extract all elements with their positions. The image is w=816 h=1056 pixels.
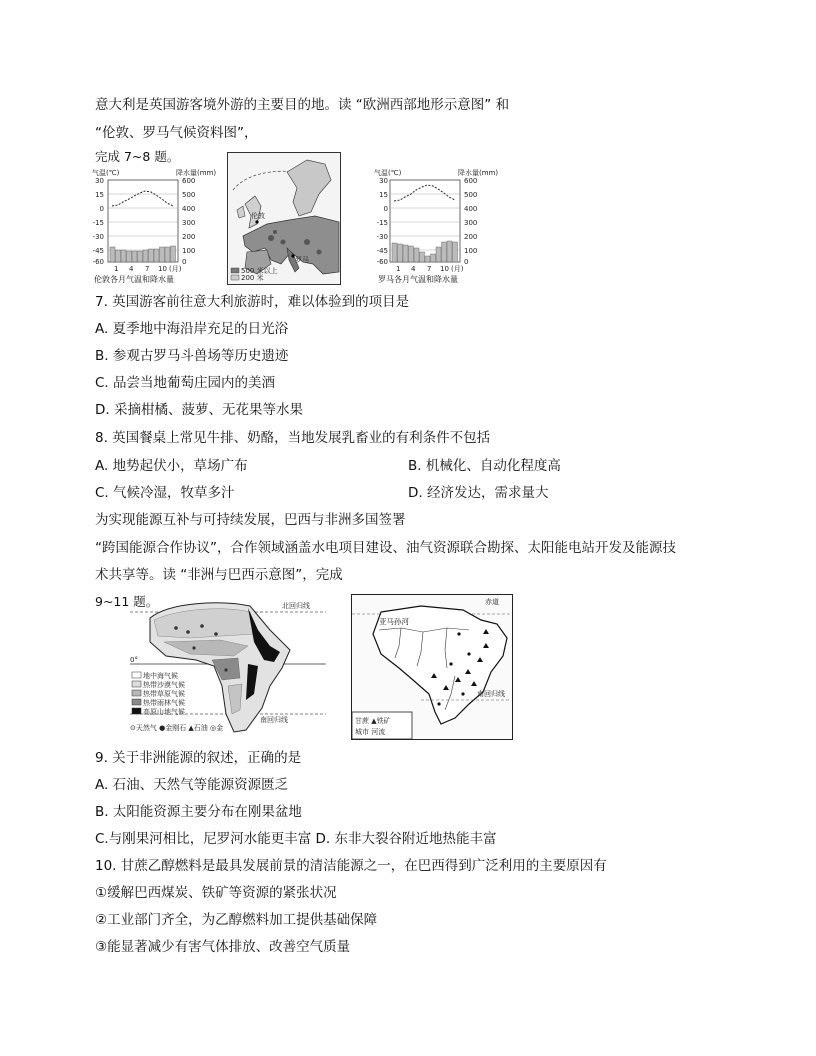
tick: 0 (464, 258, 469, 266)
intro2-line-1: 为实现能源互补与可持续发展，巴西与非洲多国签署 (95, 512, 406, 528)
map-legend-2: 200 米 (241, 274, 264, 282)
q7-option-d: D. 采摘柑橘、菠萝、无花果等水果 (95, 402, 303, 418)
rome-climate-chart (374, 166, 504, 284)
tick: -60 (92, 258, 104, 266)
q9-option-a: A. 石油、天然气等能源资源匮乏 (95, 777, 289, 793)
africa-equator-label: 0° (130, 656, 138, 664)
q8-option-d: D. 经济发达，需求量大 (408, 485, 549, 501)
tick: -30 (376, 233, 388, 241)
month: 4 (411, 265, 416, 273)
rome-caption: 罗马各月气温和降水量 (378, 275, 458, 284)
tick: 600 (464, 177, 478, 185)
london-caption: 伦敦各月气温和降水量 (94, 275, 174, 284)
london-temp-line (112, 191, 173, 206)
tick: 0 (182, 258, 187, 266)
tick: 300 (464, 219, 478, 227)
q7-stem: 7. 英国游客前往意大利旅游时，难以体验到的项目是 (95, 294, 410, 310)
brazil-ocean-label: 赤道 (485, 598, 499, 606)
tick: -60 (376, 258, 388, 266)
tick: 300 (182, 219, 196, 227)
london-precip-label: 降水量(mm) (176, 169, 217, 177)
q8-option-c: C. 气候冷湿，牧草多汁 (95, 485, 235, 501)
london-right-ticks (182, 177, 195, 266)
month: 1 (114, 265, 119, 273)
africa-legend-1: 地中海气候 (143, 672, 178, 680)
tick: 100 (464, 247, 478, 255)
tick: 30 (379, 177, 388, 185)
tick: 0 (383, 205, 388, 213)
q10-item-1: ①缓解巴西煤炭、铁矿等资源的紧张状况 (95, 885, 337, 901)
q9-option-cd: C.与刚果河相比，尼罗河水能更丰富 D. 东非大裂谷附近地热能丰富 (95, 831, 497, 847)
brazil-legend-1: 甘蔗 ▲铁矿 (355, 717, 391, 725)
rome-right-ticks (464, 177, 477, 266)
q7-option-c: C. 品尝当地葡萄庄园内的美酒 (95, 375, 276, 391)
africa-legend-5: 高原山地气候 (143, 708, 185, 716)
rome-left-ticks (377, 177, 388, 266)
tick: 30 (95, 177, 104, 185)
london-temp-label: 气温(℃) (92, 169, 120, 177)
tick: 15 (95, 191, 104, 199)
africa-tropic-north: 北回归线 (282, 602, 310, 610)
africa-map (130, 590, 326, 738)
q7-option-a: A. 夏季地中海沿岸充足的日光浴 (95, 321, 289, 337)
map-city-london: 伦敦 (251, 212, 265, 220)
africa-legend-2: 热带沙漠气候 (143, 681, 185, 689)
tick: -30 (92, 233, 104, 241)
map-city-rome: 罗马 (295, 256, 309, 264)
intro2-line-4: 9~11 题。 (95, 594, 159, 609)
q8-option-a: A. 地势起伏小，草场广布 (95, 458, 248, 474)
tick: -15 (376, 219, 388, 227)
brazil-tropic-label: 南回归线 (477, 690, 505, 698)
tick: -45 (376, 247, 388, 255)
month: (月) (451, 265, 464, 273)
brazil-legend-2: 城市 河流 (355, 728, 386, 736)
month: 1 (396, 265, 401, 273)
africa-legend-4: 热带雨林气候 (143, 699, 185, 707)
europe-map (227, 152, 341, 285)
africa-energy-legend: ⊙天然气 ●金刚石 ▲石油 ◎金 (130, 724, 224, 732)
tick: -15 (92, 219, 104, 227)
brazil-map (351, 594, 513, 740)
tick: 15 (379, 191, 388, 199)
london-left-ticks (93, 177, 104, 266)
london-precip-bars (110, 246, 176, 262)
intro2-line-3: 术共享等。读 “非洲与巴西示意图”，完成 (95, 567, 343, 583)
rome-temp-line (394, 185, 455, 201)
q9-option-b: B. 太阳能资源主要分布在刚果盆地 (95, 804, 302, 820)
q9-stem: 9. 关于非洲能源的叙述，正确的是 (95, 750, 302, 766)
rome-precip-bars (392, 241, 458, 262)
map-legend-1: 500 米以上 (241, 267, 278, 275)
month: 4 (129, 265, 134, 273)
tick: 100 (182, 247, 196, 255)
africa-legend-3: 热带草原气候 (143, 690, 185, 698)
q7-option-b: B. 参观古罗马斗兽场等历史遗迹 (95, 348, 289, 364)
tick: 500 (182, 191, 196, 199)
q10-stem: 10. 甘蔗乙醇燃料是最具发展前景的清洁能源之一，在巴西得到广泛利用的主要原因有 (95, 858, 607, 874)
month: 10 (440, 265, 449, 273)
q10-item-3: ③能显著减少有害气体排放、改善空气质量 (95, 939, 351, 955)
tick: 600 (182, 177, 196, 185)
intro2-line-2: “跨国能源合作协议”，合作领域涵盖水电项目建设、油气资源联合勘探、太阳能电站开发及能源技 (95, 540, 676, 556)
intro-line-1: 意大利是英国游客境外游的主要目的地。读 “欧洲西部地形示意图” 和 (95, 97, 510, 113)
intro-line-3: 完成 7~8 题。 (95, 149, 180, 164)
month: 10 (158, 265, 167, 273)
tick: 400 (182, 205, 196, 213)
month: (月) (169, 265, 182, 273)
africa-tropic-south: 南回归线 (260, 716, 288, 724)
tick: 200 (182, 233, 196, 241)
intro-line-2: “伦敦、罗马气候资料图”， (95, 125, 258, 141)
london-climate-chart (92, 166, 222, 284)
tick: 400 (464, 205, 478, 213)
month: 7 (145, 265, 150, 273)
rome-precip-label: 降水量(mm) (458, 169, 499, 177)
tick: -45 (92, 247, 104, 255)
q10-item-2: ②工业部门齐全，为乙醇燃料加工提供基础保障 (95, 912, 378, 928)
q8-stem: 8. 英国餐桌上常见牛排、奶酪，当地发展乳畜业的有利条件不包括 (95, 430, 491, 446)
q8-option-b: B. 机械化、自动化程度高 (408, 458, 561, 474)
tick: 200 (464, 233, 478, 241)
month: 7 (427, 265, 432, 273)
tick: 0 (99, 205, 104, 213)
brazil-river-label: 亚马孙河 (379, 617, 409, 626)
tick: 500 (464, 191, 478, 199)
rome-temp-label: 气温(℃) (374, 169, 402, 177)
